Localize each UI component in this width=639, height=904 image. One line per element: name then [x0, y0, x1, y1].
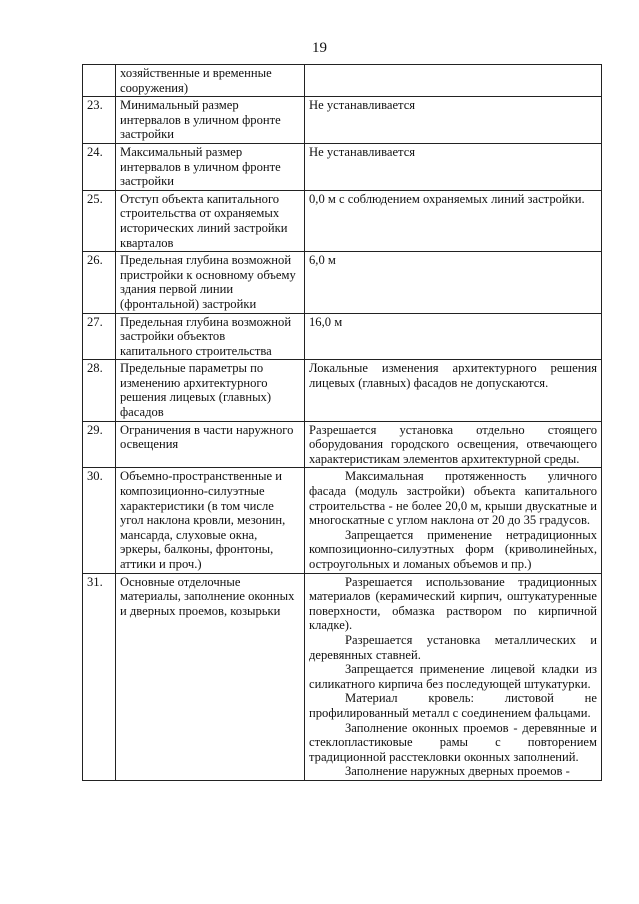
value-paragraph: Материал кровель: листовой не профилированный металл с соединением фальцами.	[309, 691, 597, 720]
row-number: 30.	[83, 468, 116, 573]
table-row	[83, 143, 602, 190]
parameter-value	[305, 97, 602, 144]
parameter-name: хозяйственные и временные сооружения)	[116, 65, 305, 97]
parameter-value	[305, 65, 602, 97]
parameter-value	[305, 573, 602, 780]
value-paragraph: 6,0 м	[309, 253, 336, 268]
parameter-name: Предельная глубина возможной застройки объектов капитального строительства	[116, 313, 305, 360]
parameter-name: Максимальный размер интервалов в уличном фронте застройки	[116, 143, 305, 190]
parameter-name: Предельные параметры по изменению архитектурного решения лицевых (главных) фасадов	[116, 360, 305, 421]
table-row	[83, 573, 602, 780]
value-paragraph: 16,0 м	[309, 314, 343, 329]
table-row	[83, 360, 602, 421]
parameter-value	[305, 360, 602, 421]
value-paragraph: 0,0 м с соблюдением охраняемых линий застройки.	[309, 191, 585, 206]
value-paragraph: Не устанавливается	[309, 144, 416, 159]
table-row	[83, 468, 602, 573]
parameter-value	[305, 421, 602, 468]
value-paragraph: Разрешается установка отдельно стоящего оборудования городского освещения, отвечающего характеристикам элементов архитектурной среды.	[309, 422, 597, 466]
row-number: 31.	[83, 573, 116, 780]
page-number: 19	[312, 40, 327, 56]
table-row	[83, 421, 602, 468]
value-paragraph: Максимальная протяженность уличного фасада (модуль застройки) объекта капитального строительства - не более 20,0 м, крыши двускатные и многоскатные с углом наклона от 20 до 35 градусов.	[309, 469, 597, 528]
parameter-name: Отступ объекта капитального строительства от охраняемых исторических линий застройки кварталов	[116, 190, 305, 251]
value-paragraph: Заполнение оконных проемов - деревянные и стеклопластиковые рамы с повторением традиционной расстекловки оконных заполнений.	[309, 720, 597, 764]
row-number: 26.	[83, 252, 116, 313]
parameter-value	[305, 143, 602, 190]
row-number: 27.	[83, 313, 116, 360]
parameter-value	[305, 468, 602, 573]
parameter-name: Объемно-пространственные и композиционно-силуэтные характеристики (в том числе угол наклона кровли, мезонин, мансарда, слуховые окна, эркеры, балконы, фронтоны, аттики и проч.)	[116, 468, 305, 573]
value-paragraph: Разрешается установка металлических и деревянных ставней.	[309, 632, 597, 662]
row-number: 24.	[83, 143, 116, 190]
parameter-name: Основные отделочные материалы, заполнение оконных и дверных проемов, козырьки	[116, 573, 305, 780]
value-paragraph: Запрещается применение нетрадиционных композиционно-силуэтных форм (криволинейных, остроугольных и ломаных объемов и пр.)	[309, 527, 597, 571]
parameter-name: Минимальный размер интервалов в уличном фронте застройки	[116, 97, 305, 144]
row-number	[83, 65, 116, 97]
parameter-value	[305, 313, 602, 360]
value-paragraph: Не устанавливается	[309, 98, 416, 113]
parameter-value	[305, 252, 602, 313]
table-row	[83, 190, 602, 251]
row-number: 23.	[83, 97, 116, 144]
value-paragraph: Разрешается использование традиционных материалов (керамический кирпич, оштукатуренные поверхности, обмазка раствором по кирпичной кладке).	[309, 574, 597, 633]
parameter-name: Предельная глубина возможной пристройки к основному объему здания первой линии (фронтальной) застройки	[116, 252, 305, 313]
value-paragraph: Заполнение наружных дверных проемов -	[345, 764, 570, 779]
value-paragraph: Локальные изменения архитектурного решения лицевых (главных) фасадов не допускаются.	[309, 361, 597, 390]
row-number: 28.	[83, 360, 116, 421]
row-number: 25.	[83, 190, 116, 251]
table-row	[83, 97, 602, 144]
regulations-table	[82, 64, 602, 781]
table-row	[83, 252, 602, 313]
table-row	[83, 65, 602, 97]
row-number: 29.	[83, 421, 116, 468]
parameter-value	[305, 190, 602, 251]
value-paragraph: Запрещается применение лицевой кладки из силикатного кирпича без последующей штукатурки.	[309, 662, 597, 691]
table-row	[83, 313, 602, 360]
parameter-name: Ограничения в части наружного освещения	[116, 421, 305, 468]
